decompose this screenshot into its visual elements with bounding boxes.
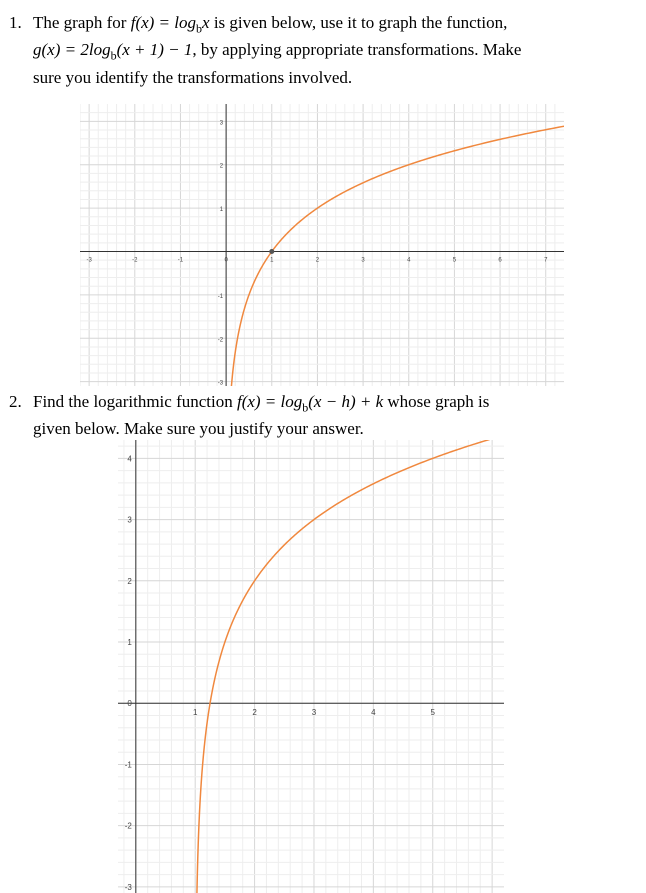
x-tick-label: 2 xyxy=(315,257,320,264)
x-tick-label: 3 xyxy=(311,708,317,718)
x-tick-label: 4 xyxy=(407,257,411,264)
x-tick-label: 2 xyxy=(252,708,257,718)
question-number: 1. xyxy=(9,13,22,32)
y-tick-label: 0 xyxy=(127,699,132,709)
y-tick-label: -1 xyxy=(217,293,224,300)
x-tick-label: 5 xyxy=(430,708,435,718)
y-tick-label: -2 xyxy=(217,337,224,344)
math-f: f(x) = log xyxy=(236,392,303,411)
x-tick-label: 4 xyxy=(371,708,376,718)
x-tick-label: 0 xyxy=(224,257,228,264)
y-tick-label: 1 xyxy=(219,207,224,214)
question-number: 2. xyxy=(9,392,22,411)
x-tick-label: -3 xyxy=(86,257,92,264)
y-tick-label: -2 xyxy=(124,821,132,831)
y-tick-label: 4 xyxy=(127,454,132,464)
y-tick-label: -3 xyxy=(124,882,132,892)
y-tick-label: 1 xyxy=(127,638,132,648)
math-f: f(x) = log xyxy=(130,13,197,32)
x-tick-label: 7 xyxy=(544,257,548,264)
y-tick-label: -1 xyxy=(124,760,132,770)
point-1-0 xyxy=(269,249,274,254)
y-tick-label: -3 xyxy=(217,380,224,386)
x-tick-label: 1 xyxy=(270,257,274,264)
y-tick-label: 2 xyxy=(219,163,224,170)
x-tick-label: -2 xyxy=(132,257,138,264)
x-tick-label: 1 xyxy=(192,708,198,718)
y-tick-label: 3 xyxy=(127,515,132,525)
math-g: g(x) = 2log xyxy=(33,40,111,60)
question-text: The graph for $f(x) = \log_bx$ is given below, use it to graph the function, $g(x) = 2\log_b(x + 1) - 1$, by applying appropriate transformations. Make sure you identify the transformations involved. xyxy=(33,13,522,87)
x-tick-label: 5 xyxy=(452,257,457,264)
question-text: Find the logarithmic function $f(x) = \log_b(x - h) + k$ whose graph is given below. Make sure you justify your answer. xyxy=(33,392,490,439)
x-tick-label: 6 xyxy=(498,257,502,264)
x-tick-label: 3 xyxy=(361,257,365,264)
y-tick-label: 3 xyxy=(219,120,224,127)
log-graph-2 xyxy=(118,440,504,893)
x-tick-label: -1 xyxy=(177,257,184,264)
log-graph-1 xyxy=(80,104,564,386)
y-tick-label: 2 xyxy=(127,576,132,586)
